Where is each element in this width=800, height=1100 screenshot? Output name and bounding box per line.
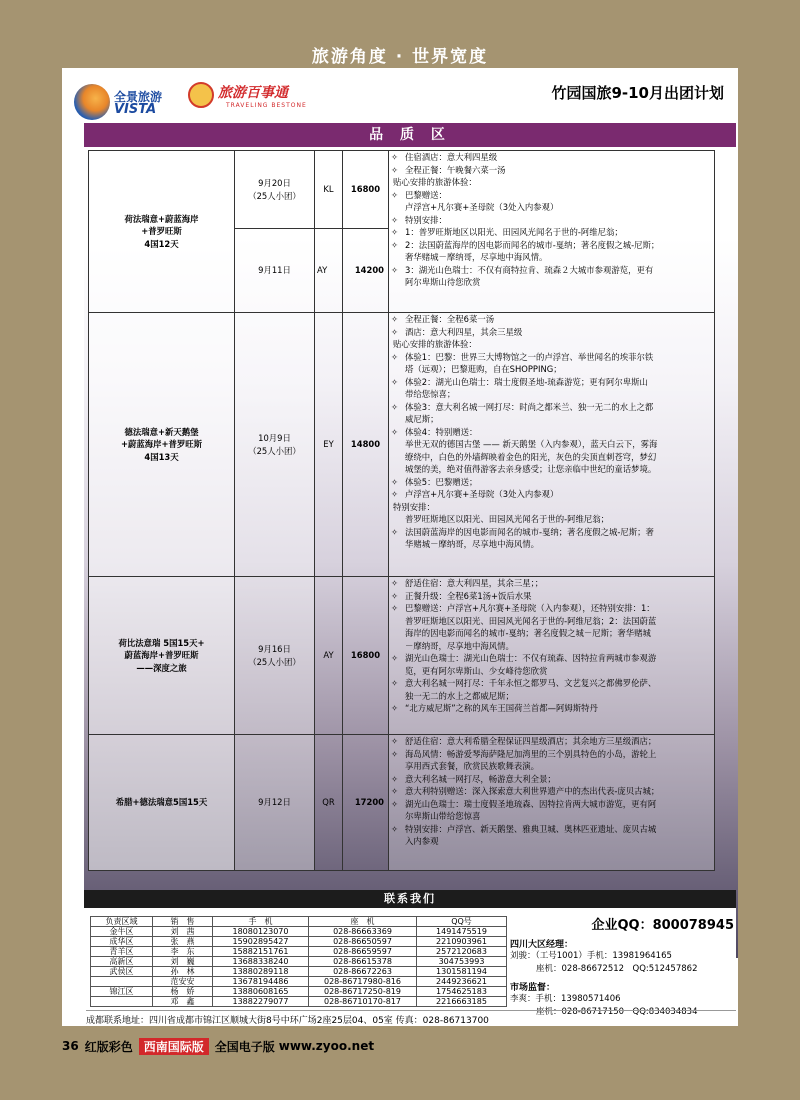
tour-price: 14200 <box>343 229 389 313</box>
highlight-line <box>391 785 712 798</box>
diamond-bullet-icon: ✧ <box>391 152 399 162</box>
contact-column-header: 销 售 <box>153 917 213 927</box>
contact-column-header: 负责区域 <box>91 917 153 927</box>
highlight-text: 缭绕中，白色的外墙辉映着金色的阳光，灰色的尖顶直刺苍穹，梦幻 <box>405 451 657 462</box>
highlight-line <box>391 690 712 703</box>
highlight-line <box>391 526 712 539</box>
highlight-line <box>391 189 712 202</box>
diamond-bullet-icon: ✧ <box>391 164 399 175</box>
highlight-text: 海岛风情：畅游爱琴海萨隆尼加湾里的三个别具特色的小岛，游轮上 <box>405 748 657 759</box>
highlight-line <box>391 476 712 489</box>
highlight-text: －摩纳哥，尽享地中海风情。 <box>405 640 514 651</box>
sichuan-manager-title: 四川大区经理： <box>510 940 574 950</box>
manager-line <box>510 950 734 963</box>
enterprise-qq <box>510 914 734 933</box>
tour-highlights <box>389 313 715 577</box>
contact-cell: 13688338240 <box>213 957 309 967</box>
highlight-text: 特别安排： <box>393 501 435 512</box>
highlight-line <box>391 748 712 761</box>
airline-code: KL <box>315 151 343 229</box>
highlight-line <box>391 214 712 227</box>
contact-cell: 2572120683 <box>417 947 507 957</box>
diamond-bullet-icon: ✧ <box>391 678 399 688</box>
highlight-text: 全程正餐：午晚餐六菜一汤 <box>405 164 506 175</box>
highlight-line <box>391 577 712 590</box>
highlight-text: 带给您惊喜； <box>405 389 456 399</box>
contact-column-header: 座 机 <box>309 917 417 927</box>
highlight-line <box>391 810 712 823</box>
contact-cell: 1754625183 <box>417 987 507 997</box>
contact-cell: 青羊区 <box>91 947 153 957</box>
baishi-logo-en: TRAVELING BESTONE <box>226 102 307 109</box>
contact-cell: 028-86650597 <box>309 937 417 947</box>
highlight-line <box>391 823 712 836</box>
highlight-text: 正餐升级：全程6菜1汤+饭后水果 <box>405 590 532 601</box>
highlight-text: 法国蔚蓝海岸的因电影而闻名的城市-戛纳；著名度假之城-尼斯；奢 <box>405 526 654 537</box>
tour-row <box>89 577 715 735</box>
diamond-bullet-icon: ✧ <box>391 489 399 499</box>
color-label: 红版彩色 <box>84 1039 133 1054</box>
contact-cell: 锦江区 <box>91 987 153 997</box>
highlight-line <box>391 313 712 326</box>
qq-block <box>510 914 734 1019</box>
contact-cell: 1301581194 <box>417 967 507 977</box>
highlight-text: 入内参观 <box>405 836 439 846</box>
contact-cell: 2449236621 <box>417 977 507 987</box>
route-line: +普罗旺斯 <box>141 226 182 237</box>
highlight-text: 住宿酒店：意大利四星级 <box>405 152 498 162</box>
departure-date <box>235 229 315 313</box>
highlight-line <box>391 735 712 748</box>
qq-number: 800078945 <box>652 918 734 933</box>
vista-logo-cn: 全景旅游 <box>114 90 163 104</box>
contact-cell: 范安安 <box>153 977 213 987</box>
highlight-text: 塔（远观）；巴黎逛购，自在SHOPPING； <box>405 364 562 374</box>
contact-header: 联系我们 <box>84 890 736 908</box>
diamond-bullet-icon: ✧ <box>391 326 399 337</box>
route-line: ——深度之旅 <box>136 662 187 673</box>
highlight-text: 举世无双的德国古堡 —— 新天鹅堡（入内参观），蓝天白云下，雾海 <box>405 439 658 449</box>
departure-date <box>235 313 315 577</box>
highlight-text: 阿尔卑斯山待您欣赏 <box>405 277 481 287</box>
diamond-bullet-icon: ✧ <box>391 603 399 613</box>
manager-name: 刘骏： <box>510 951 536 961</box>
highlight-line <box>391 201 712 214</box>
contact-cell: 孙 林 <box>153 967 213 977</box>
tour-route <box>89 577 235 735</box>
diamond-bullet-icon: ✧ <box>391 703 399 713</box>
contact-cell <box>91 997 153 1007</box>
contact-cell: 028-86717250-819 <box>309 987 417 997</box>
tour-table <box>88 150 715 871</box>
highlight-line <box>391 652 712 665</box>
route-line: 荷法瑞意+蔚蓝海岸 <box>124 213 199 224</box>
airline-code: EY <box>315 313 343 577</box>
date-text: 10月9日 <box>258 433 291 443</box>
contact-cell: 1491475519 <box>417 927 507 937</box>
route-line: 蔚蓝海岸+普罗旺斯 <box>124 650 199 661</box>
highlight-line <box>391 164 712 177</box>
tour-highlights <box>389 151 715 313</box>
tour-highlights <box>389 735 715 871</box>
highlight-line <box>391 176 712 189</box>
highlight-line <box>391 326 712 339</box>
contact-cell: 李 东 <box>153 947 213 957</box>
supervisor-phone: 手机：13980571406 <box>535 994 621 1004</box>
highlight-text: 特别安排： <box>405 214 447 225</box>
highlight-line <box>391 615 712 628</box>
group-size: （25人小团） <box>248 656 301 667</box>
highlight-line <box>391 590 712 603</box>
highlight-line <box>391 501 712 514</box>
diamond-bullet-icon: ✧ <box>391 264 399 275</box>
highlight-line <box>391 538 712 551</box>
date-text: 9月20日 <box>258 178 291 188</box>
date-text: 9月12日 <box>258 797 291 808</box>
highlight-text: 湖光山色瑞士：瑞士度假圣地琉森、因特拉肯两大城市游览，更有阿 <box>405 798 657 809</box>
highlight-line <box>391 363 712 376</box>
diamond-bullet-icon: ✧ <box>391 798 399 809</box>
contact-cell: 15902895427 <box>213 937 309 947</box>
highlight-line <box>391 276 712 289</box>
route-line: 荷比法意瑞 5国15天+ <box>118 637 205 648</box>
highlight-text: 1：普罗旺斯地区以阳光、田园风光闻名于世的-阿维尼翁； <box>405 227 623 237</box>
highlight-text: 体验4：特别赠送： <box>405 426 478 437</box>
highlight-text: 尔卑斯山带给您惊喜 <box>405 811 481 821</box>
highlight-line <box>391 338 712 351</box>
contact-column-header: 手 机 <box>213 917 309 927</box>
edition-label: 西南国际版 <box>139 1038 209 1055</box>
contact-table <box>90 916 507 1007</box>
contact-cell: 028-86710170-817 <box>309 997 417 1007</box>
contact-row <box>91 997 507 1007</box>
highlight-line <box>391 239 712 252</box>
site-link[interactable]: www.zyoo.net <box>278 1039 375 1053</box>
diamond-bullet-icon: ✧ <box>391 227 399 237</box>
highlight-text: 3：湖光山色瑞士：不仅有商特拉肯、琉森２大城市参观游览，更有 <box>405 264 654 275</box>
page-number: 36 <box>62 1039 79 1053</box>
highlight-text: 全程正餐：全程6菜一汤 <box>405 314 495 324</box>
highlight-line <box>391 351 712 364</box>
highlight-text: 卢浮宫+凡尔赛+圣母院（3处入内参观） <box>405 202 559 212</box>
manager-tel: 座机：028-86672512 QQ:512457862 <box>536 964 698 974</box>
contact-cell: 张 燕 <box>153 937 213 947</box>
highlight-text: 巴黎赠送：卢浮宫+凡尔赛+圣母院（入内参观），还特别安排：1： <box>405 603 655 613</box>
highlight-text: 普罗旺斯地区以阳光、田园风光闻名于世的-阿维尼翁； <box>405 514 610 524</box>
vista-logo <box>70 78 190 118</box>
departure-date <box>235 735 315 871</box>
contact-cell <box>91 977 153 987</box>
highlight-line <box>391 665 712 678</box>
vista-globe-icon <box>74 84 110 120</box>
highlight-line <box>391 426 712 439</box>
contact-cell: 2210903961 <box>417 937 507 947</box>
group-size: （25人小团） <box>248 445 301 456</box>
contact-cell: 邓 鑫 <box>153 997 213 1007</box>
contact-cell: 028-86663369 <box>309 927 417 937</box>
contact-row <box>91 987 507 997</box>
highlight-line <box>391 677 712 690</box>
qq-label: 企业QQ： <box>591 918 653 933</box>
contact-row <box>91 977 507 987</box>
banner-title: 旅游角度 · 世界宽度 <box>311 47 489 67</box>
diamond-bullet-icon: ✧ <box>391 578 399 588</box>
highlight-line <box>391 773 712 786</box>
contact-cell: 028-86615378 <box>309 957 417 967</box>
contact-cell: 028-86717980-816 <box>309 977 417 987</box>
diamond-bullet-icon: ✧ <box>391 351 399 362</box>
highlight-text: 意大利名城一网打尽，畅游意大利全景； <box>405 773 556 784</box>
highlight-line <box>391 388 712 401</box>
supervisor-title: 市场监督： <box>510 983 556 993</box>
manager-id: （工号1001）手机：13981964165 <box>535 951 672 961</box>
highlight-text: 2：法国蔚蓝海岸的因电影而闻名的城市-戛纳；著名度假之城-尼斯； <box>405 239 660 250</box>
date-text: 9月16日 <box>258 644 291 654</box>
highlight-text: 独一无二的水上之都威尼斯； <box>405 690 514 701</box>
highlight-line <box>391 463 712 476</box>
contact-cell: 028-86659597 <box>309 947 417 957</box>
site-label: 全国电子版 <box>214 1039 275 1054</box>
contact-row <box>91 967 507 977</box>
section-header: 品 质 区 <box>84 123 736 147</box>
highlight-text: 海岸的因电影而闻名的城市-戛纳；著名度假之城－尼斯；奢华赌城 <box>405 628 651 638</box>
highlight-text: 体验1：巴黎：世界三大博物馆之一的卢浮宫、举世闻名的埃菲尔铁 <box>405 351 654 362</box>
contact-cell: 13880289118 <box>213 967 309 977</box>
highlight-line <box>391 438 712 451</box>
contact-cell: 2216663185 <box>417 997 507 1007</box>
contact-box <box>84 908 736 1018</box>
diamond-bullet-icon: ✧ <box>391 736 399 746</box>
tour-price: 16800 <box>343 577 389 735</box>
highlight-text: “北方威尼斯”之称的风车王国荷兰首都—阿姆斯特丹 <box>405 703 598 713</box>
tour-row <box>89 313 715 577</box>
contact-address: 成都联系地址：四川省成都市锦江区顺城大街8号中环广场2座25层04、05室 传真：028-86713700 <box>86 1010 736 1026</box>
highlight-line <box>391 513 712 526</box>
route-line: +蔚蓝海岸+普罗旺斯 <box>120 439 203 450</box>
highlight-line <box>391 251 712 264</box>
diamond-bullet-icon: ✧ <box>391 376 399 387</box>
highlight-text: 华赌城－摩纳哥，尽享地中海风情。 <box>405 539 539 549</box>
airline-code: AY <box>315 229 343 313</box>
tour-route <box>89 735 235 871</box>
contact-cell: 杨 娇 <box>153 987 213 997</box>
highlight-text: 览，更有阿尔卑斯山、少女峰待您欣赏 <box>405 665 548 676</box>
airline-code: AY <box>315 577 343 735</box>
highlight-line <box>391 451 712 464</box>
diamond-bullet-icon: ✧ <box>391 773 399 784</box>
diamond-bullet-icon: ✧ <box>391 748 399 759</box>
highlight-text: 贴心安排的旅游体验： <box>393 177 477 187</box>
contact-row <box>91 927 507 937</box>
highlight-text: 特别安排：卢浮宫、新天鹅堡、雅典卫城、奥林匹亚遗址、庞贝古城 <box>405 823 657 834</box>
highlight-text: 巴黎赠送： <box>405 189 447 200</box>
diamond-bullet-icon: ✧ <box>391 401 399 412</box>
diamond-bullet-icon: ✧ <box>391 653 399 663</box>
highlight-text: 体验5：巴黎赠送； <box>405 476 478 487</box>
contact-cell: 金牛区 <box>91 927 153 937</box>
highlight-line <box>391 760 712 773</box>
route-line: 德法瑞意+新天鹅堡 <box>124 426 199 437</box>
highlight-line <box>391 151 712 164</box>
supervisor-line <box>510 993 734 1006</box>
highlight-line <box>391 602 712 615</box>
highlight-text: 威尼斯； <box>405 414 439 424</box>
highlight-text: 酒店：意大利四星，其余三星级 <box>405 326 523 337</box>
smiley-icon <box>188 82 214 108</box>
highlight-line <box>391 640 712 653</box>
highlight-text: 卢浮宫+凡尔赛+圣母院（3处入内参观） <box>405 489 559 499</box>
tour-price: 14800 <box>343 313 389 577</box>
contact-cell: 304753993 <box>417 957 507 967</box>
departure-date <box>235 577 315 735</box>
highlight-text: 湖光山色瑞士：湖光山色瑞士：不仅有琉森、因特拉肯两城市参观游 <box>405 653 657 663</box>
highlight-line <box>391 627 712 640</box>
contact-row <box>91 947 507 957</box>
diamond-bullet-icon: ✧ <box>391 189 399 200</box>
highlight-text: 舒适住宿：意大利希腊全程保证四星级酒店；其余地方三星级酒店； <box>405 736 657 746</box>
vista-logo-en: VISTA <box>114 102 157 117</box>
highlight-line <box>391 488 712 501</box>
highlight-text: 普罗旺斯地区以阳光、田园风光闻名于世的-阿维尼翁；2：法国蔚蓝 <box>405 615 657 626</box>
highlight-text: 体验2：湖光山色瑞士：瑞士度假圣地-琉森游览；更有阿尔卑斯山 <box>405 376 648 387</box>
contact-cell: 15882151761 <box>213 947 309 957</box>
diamond-bullet-icon: ✧ <box>391 314 399 324</box>
tour-route <box>89 151 235 313</box>
contact-column-header: QQ号 <box>417 917 507 927</box>
supervisor-tel: 座机：028-86717150 QQ:834034834 <box>536 1007 698 1017</box>
date-text: 9月11日 <box>258 265 291 276</box>
highlight-text: 城堡的美，绝对值得游客去亲身感受；让您亲临中世纪的童话梦境。 <box>405 464 657 474</box>
departure-date <box>235 151 315 229</box>
highlight-text: 奢华赌城－摩纳哥，尽享地中海风情。 <box>405 252 548 262</box>
contact-cell: 13882279077 <box>213 997 309 1007</box>
page-paper <box>62 68 738 1026</box>
highlight-line <box>391 264 712 277</box>
route-line: 4国13天 <box>144 451 179 462</box>
highlight-line <box>391 401 712 414</box>
highlight-text: 意大利特别赠送：深入探索意大利世界遗产中的杰出代表-庞贝古城； <box>405 786 660 796</box>
plan-title: 竹园国旅9-10月出团计划 <box>551 84 724 102</box>
highlight-line <box>391 798 712 811</box>
diamond-bullet-icon: ✧ <box>391 786 399 796</box>
highlight-line <box>391 702 712 715</box>
route-line: 4国12天 <box>144 238 179 249</box>
highlight-line <box>391 835 712 848</box>
contact-cell: 成华区 <box>91 937 153 947</box>
tour-price: 16800 <box>343 151 389 229</box>
diamond-bullet-icon: ✧ <box>391 426 399 437</box>
contact-cell: 028-86672263 <box>309 967 417 977</box>
highlight-text: 舒适住宿：意大利四星，其余三星；； <box>405 578 544 588</box>
highlight-line <box>391 376 712 389</box>
route-line: 希腊+德法瑞意5国15天 <box>115 797 208 808</box>
highlight-line <box>391 413 712 426</box>
highlight-text: 体验3：意大利名城一网打尽：时尚之都米兰、独一无二的水上之都 <box>405 401 654 412</box>
highlight-text: 意大利名城一网打尽：千年永恒之都罗马、文艺复兴之都佛罗伦萨、 <box>405 678 657 688</box>
tour-route <box>89 313 235 577</box>
contact-cell: 13678194486 <box>213 977 309 987</box>
baishi-logo-cn: 旅游百事通 <box>218 85 288 101</box>
diamond-bullet-icon: ✧ <box>391 239 399 250</box>
tour-price: 17200 <box>343 735 389 871</box>
airline-code: QR <box>315 735 343 871</box>
tour-highlights <box>389 577 715 735</box>
diamond-bullet-icon: ✧ <box>391 214 399 225</box>
group-size: （25人小团） <box>248 190 301 201</box>
contact-cell: 刘 巍 <box>153 957 213 967</box>
contact-cell: 武侯区 <box>91 967 153 977</box>
contact-cell: 18080123070 <box>213 927 309 937</box>
highlight-text: 享用西式套餐，欣赏民族歌舞表演。 <box>405 761 539 771</box>
highlight-text: 贴心安排的旅游体验： <box>393 339 477 349</box>
tour-row <box>89 735 715 871</box>
supervisor-name: 李爽： <box>510 994 536 1004</box>
contact-cell: 刘 茜 <box>153 927 213 937</box>
baishi-logo <box>188 80 308 116</box>
diamond-bullet-icon: ✧ <box>391 476 399 487</box>
highlight-line <box>391 226 712 239</box>
contact-cell: 高新区 <box>91 957 153 967</box>
diamond-bullet-icon: ✧ <box>391 526 399 537</box>
contact-cell: 13880608165 <box>213 987 309 997</box>
contact-row <box>91 957 507 967</box>
diamond-bullet-icon: ✧ <box>391 823 399 834</box>
page-footer <box>62 1034 374 1058</box>
diamond-bullet-icon: ✧ <box>391 590 399 601</box>
tour-row <box>89 151 715 229</box>
contact-row <box>91 937 507 947</box>
